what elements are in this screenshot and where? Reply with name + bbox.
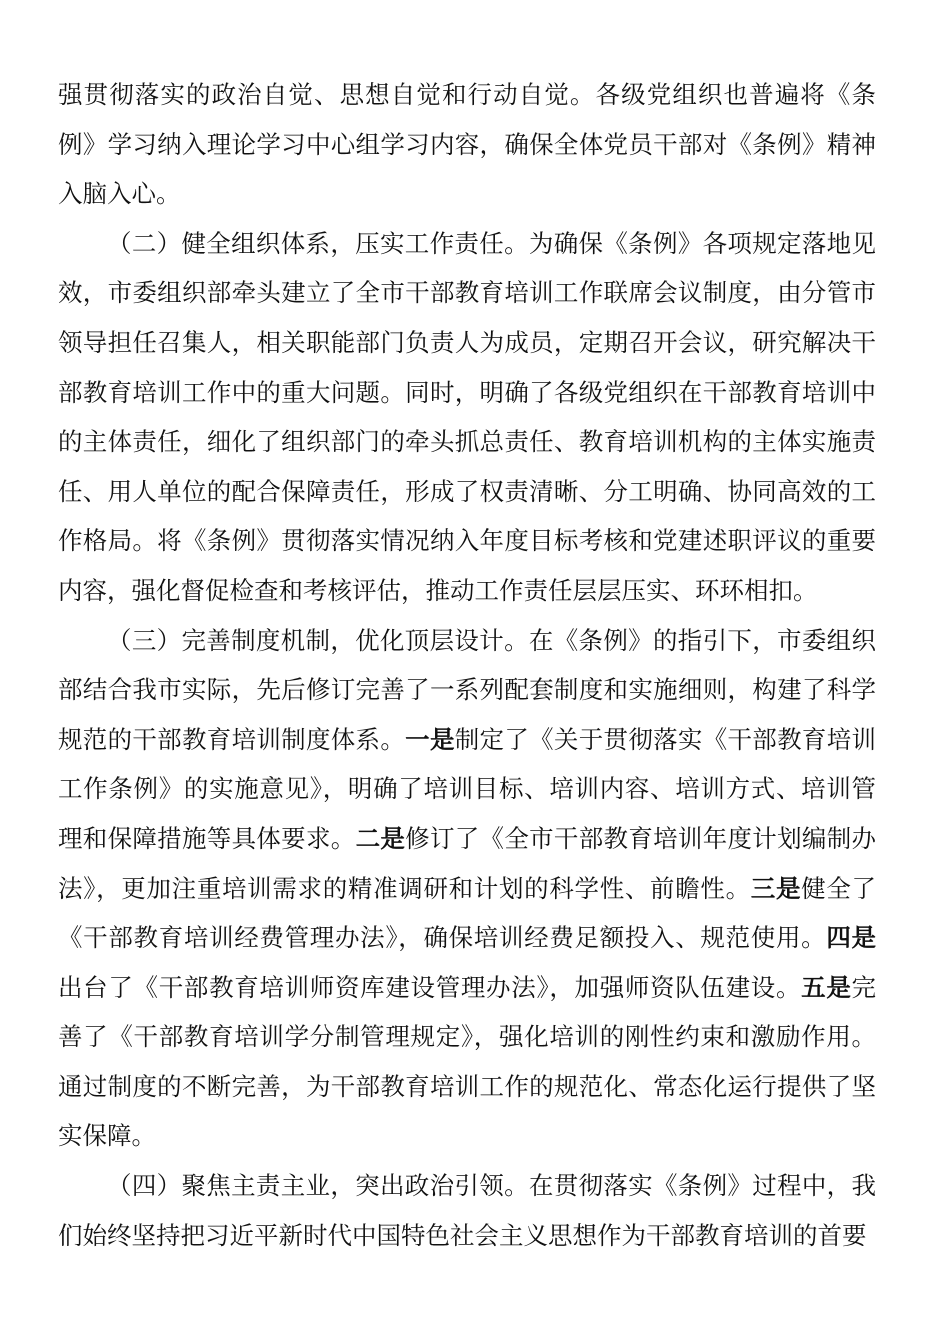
document-body bbox=[58, 70, 876, 1260]
paragraph-text: 强贯彻落实的政治自觉、思想自觉和行动自觉。各级党组织也普遍将《条例》学习纳入理论学习中心组学习内容，确保全体党员干部对《条例》精神入脑入心。 bbox=[58, 80, 876, 209]
paragraph-text: 出台了《干部教育培训师资库建设管理办法》，加强师资队伍建设。 bbox=[58, 972, 802, 1002]
paragraph-text: 制定了《关于贯彻落实《干部教育培训工作条例》的实施意见》，明确了培训目标、培训内容、培训方式、培训管理和保障措施等具体要求。 bbox=[58, 724, 876, 853]
paragraph-text: （三）完善制度机制，优化顶层设计。在《条例》的指引下，市委组织部结合我市实际，先后修订完善了一系列配套制度和实施细则，构建了科学规范的干部教育培训制度体系。 bbox=[58, 625, 876, 754]
paragraph-text: 修订了《全市干部教育培训年度计划编制办法》，更加注重培训需求的精准调研和计划的科学性、前瞻性。 bbox=[58, 823, 876, 903]
paragraph-section-4 bbox=[58, 1161, 876, 1260]
emphasis-label: 一是 bbox=[405, 724, 455, 754]
paragraph-text: 完善了《干部教育培训学分制管理规定》，强化培训的刚性约束和激励作用。通过制度的不断完善，为干部教育培训工作的规范化、常态化运行提供了坚实保障。 bbox=[58, 972, 876, 1151]
paragraph-section-2 bbox=[58, 219, 876, 616]
paragraph-text: （二）健全组织体系，压实工作责任。为确保《条例》各项规定落地见效，市委组织部牵头建立了全市干部教育培训工作联席会议制度，由分管市领导担任召集人，相关职能部门负责人为成员，定期召开会议，研究解决干部教育培训工作中的重大问题。同时，明确了各级党组织在干部教育培训中的主体责任，细化了组织部门的牵头抓总责任、教育培训机构的主体实施责任、用人单位的配合保障责任，形成了权责清晰、分工明确、协同高效的工作格局。将《条例》贯彻落实情况纳入年度目标考核和党建述职评议的重要内容，强化督促检查和考核评估，推动工作责任层层压实、环环相扣。 bbox=[58, 228, 876, 605]
paragraph-section-3 bbox=[58, 616, 876, 1162]
emphasis-label: 五是 bbox=[801, 972, 852, 1002]
emphasis-label: 三是 bbox=[750, 873, 802, 903]
paragraph-text: （四）聚焦主责主业，突出政治引领。在贯彻落实《条例》过程中，我们始终坚持把习近平新时代中国特色社会主义思想作为干部教育培训的首要 bbox=[58, 1171, 876, 1250]
emphasis-label: 二是 bbox=[355, 823, 406, 853]
paragraph-text: 健全了《干部教育培训经费管理办法》，确保培训经费足额投入、规范使用。 bbox=[58, 873, 876, 953]
emphasis-label: 四是 bbox=[826, 923, 877, 953]
paragraph-continuation bbox=[58, 70, 876, 219]
